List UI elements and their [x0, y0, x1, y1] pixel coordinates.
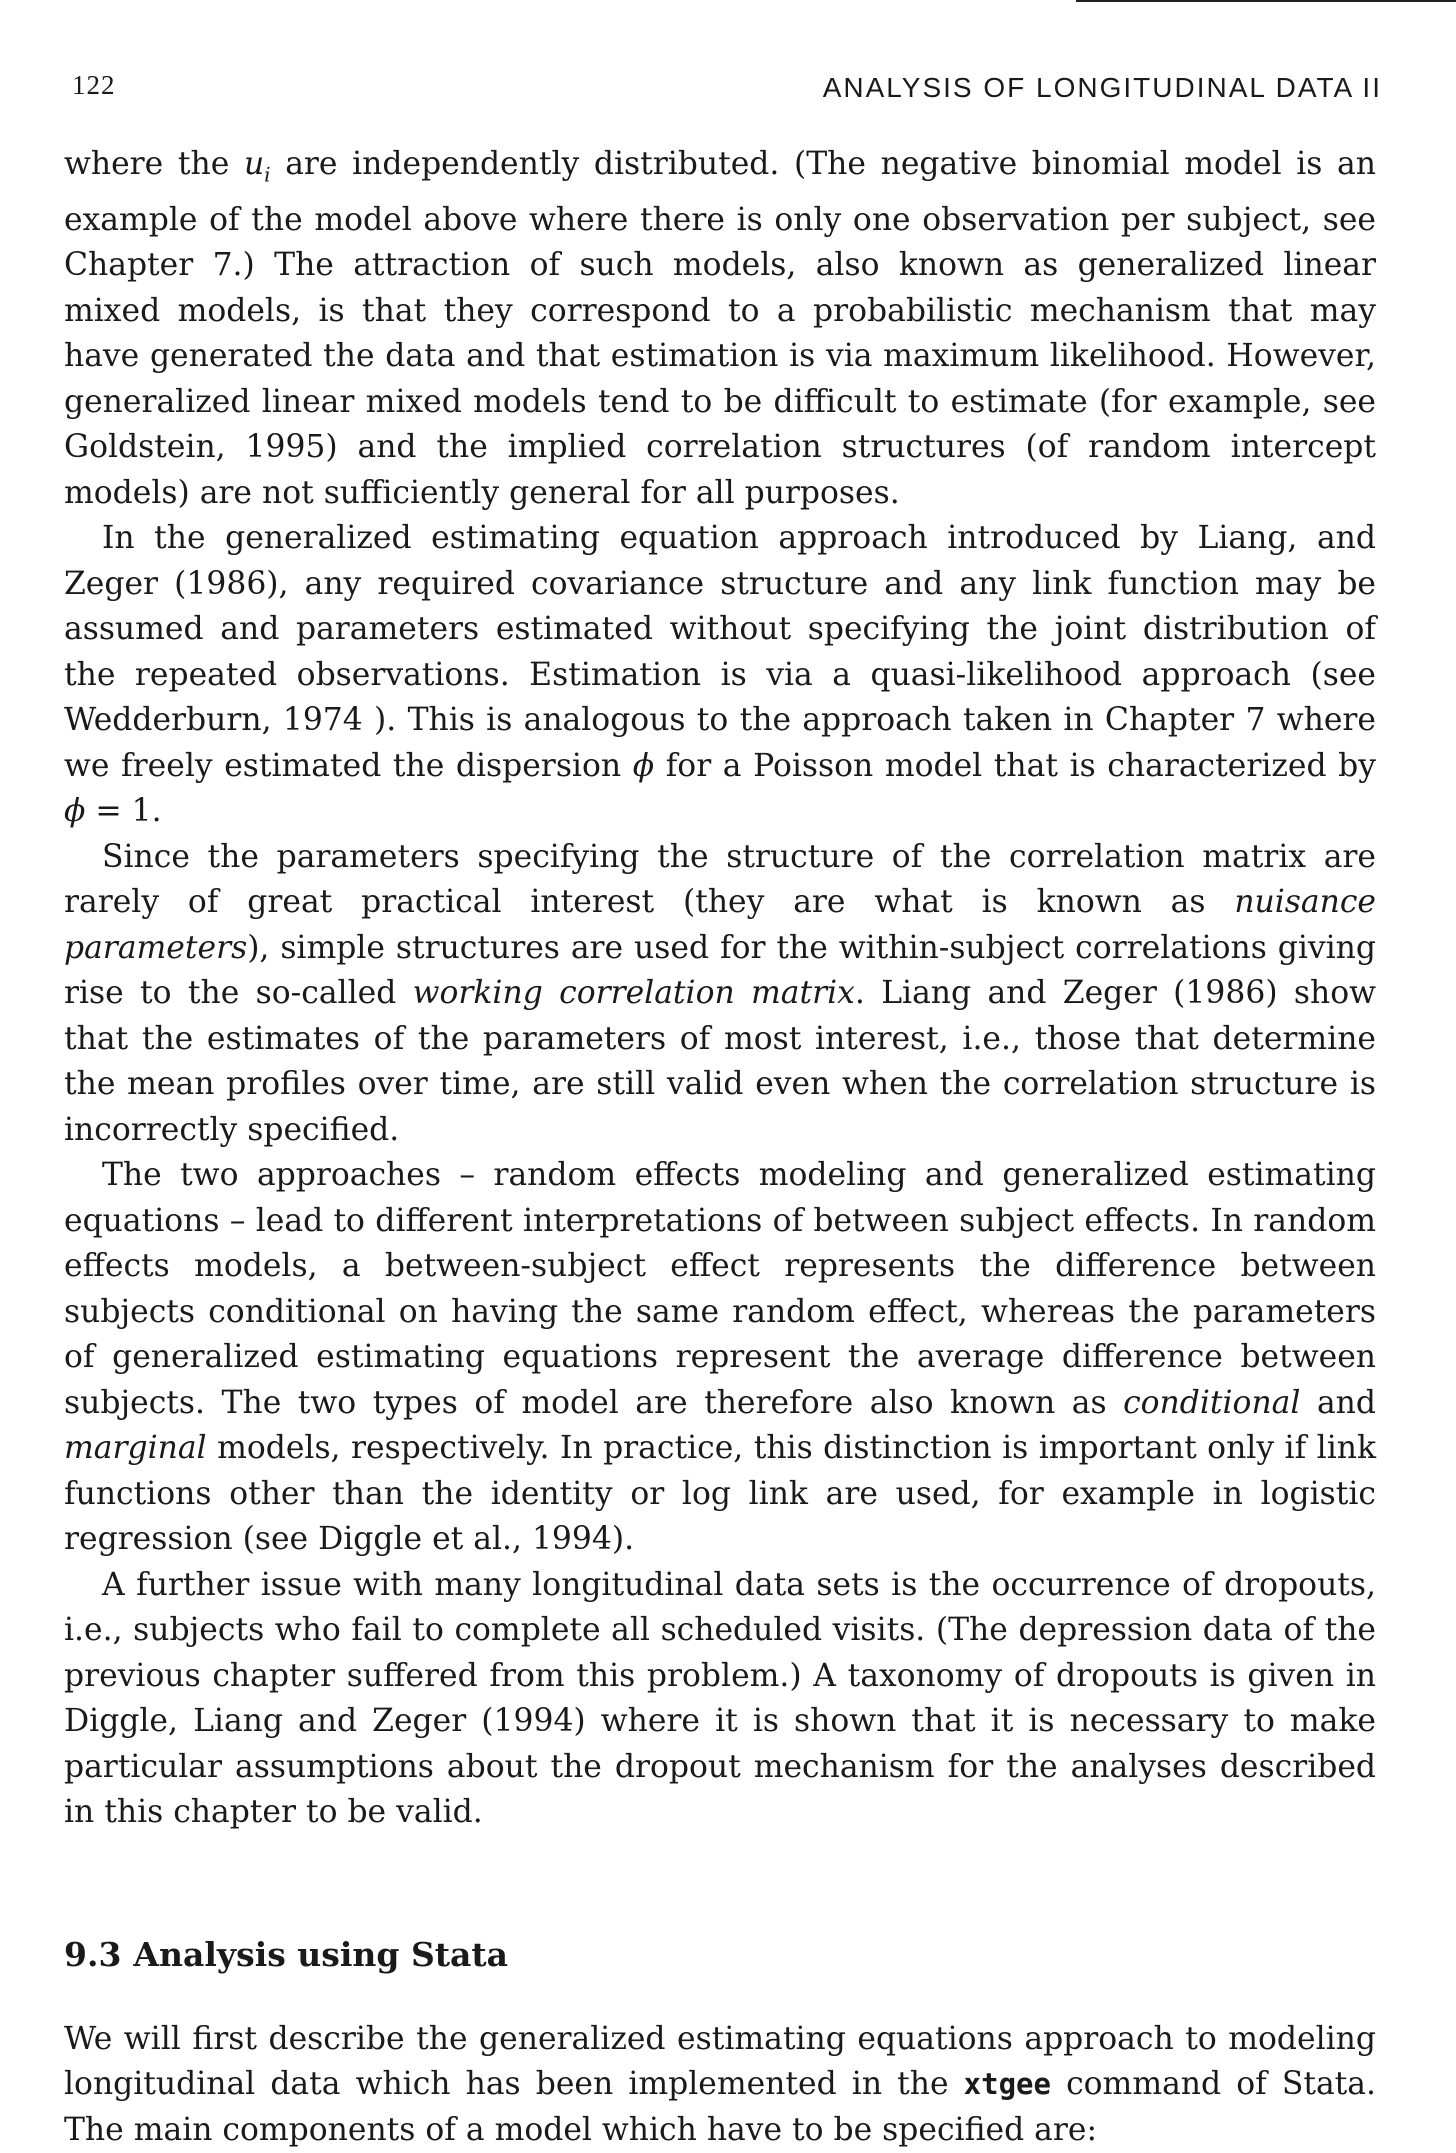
- conditional-term: conditional: [1123, 1384, 1301, 1421]
- working-correlation-term: working correlation matrix: [412, 975, 855, 1012]
- marginal-term: marginal: [64, 1430, 207, 1467]
- paragraph-4: The two approaches – random effects modeling and generalized estimating equations – lead to different interpretations of between subject effects. In random effects models, a between-subject effect represents the difference between subjects conditional on having the same random effect, whereas the parameters of generalized estimating equations represent the average difference between subjects. The two types of model are therefore also known as conditional and marginal models, respectively. In practice, this distinction is important only if link functions other than the identity or log link are used, for example in logistic regression (see Diggle et al., 1994).: [64, 1157, 1376, 1558]
- paragraph-3: Since the parameters specifying the structure of the correlation matrix are rarely of great practical interest (they are what is known as nuisance parameters), simple structures are used for the within-subject correlations giving rise to the so-called working correlation matrix. Liang and Zeger (1986) show that the estimates of the parameters of most interest, i.e., those that determine the mean profiles over time, are still valid even when the correlation structure is incorrectly specified.: [64, 838, 1376, 1148]
- section-paragraph: We will first describe the generalized estimating equations approach to modeling longitudinal data which has been implemented in the xtgee command of Stata. The main components of a model which have to be specified are:: [64, 2020, 1376, 2148]
- page-number: 122: [72, 70, 116, 100]
- section-heading: [64, 1932, 1376, 1977]
- xtgee-command: xtgee: [963, 2067, 1051, 2102]
- phi-symbol: ϕ: [632, 747, 655, 784]
- paragraph-5: A further issue with many longitudinal data sets is the occurrence of dropouts, i.e., subjects who fail to complete all scheduled visits. (The depression data of the previous chapter suffered from this problem.) A taxonomy of dropouts is given in Diggle, Liang and Zeger (1994) where it is shown that it is necessary to make particular assumptions about the dropout mechanism for the analyses described in this chapter to be valid.: [64, 1566, 1376, 1831]
- running-head: ANALYSIS OF LONGITUDINAL DATA II: [822, 72, 1382, 103]
- u-variable: $u_i$: [243, 146, 271, 187]
- page-body: [64, 142, 1376, 2153]
- section-title: Analysis using Stata: [133, 1934, 509, 1974]
- section-number: 9.3: [64, 1934, 122, 1974]
- paragraph-2: In the generalized estimating equation approach introduced by Liang, and Zeger (1986), any required covariance structure and any link function may be assumed and parameters estimated without specifying the joint distribution of the repeated observations. Estimation is via a quasi-likelihood approach (see Wedderburn, 1974 ). This is analogous to the approach taken in Chapter 7 where we freely estimated the dispersion ϕ for a Poisson model that is characterized by ϕ = 1.: [64, 520, 1376, 830]
- paragraph-1: where the $u_i$ are independently distributed. (The negative binomial model is an example of the model above where there is only one observation per subject, see Chapter 7.) The attraction of such models, also known as generalized linear mixed models, is that they correspond to a probabilistic mechanism that may have generated the data and that estimation is via maximum likelihood. However, generalized linear mixed models tend to be difficult to estimate (for example, see Goldstein, 1995) and the implied correlation structures (of random intercept models) are not sufficiently general for all purposes.: [64, 146, 1376, 511]
- phi-symbol: ϕ: [64, 793, 86, 830]
- top-rule: [1076, 0, 1456, 2]
- nuisance-parameters-term: nuisance parameters: [64, 884, 1376, 966]
